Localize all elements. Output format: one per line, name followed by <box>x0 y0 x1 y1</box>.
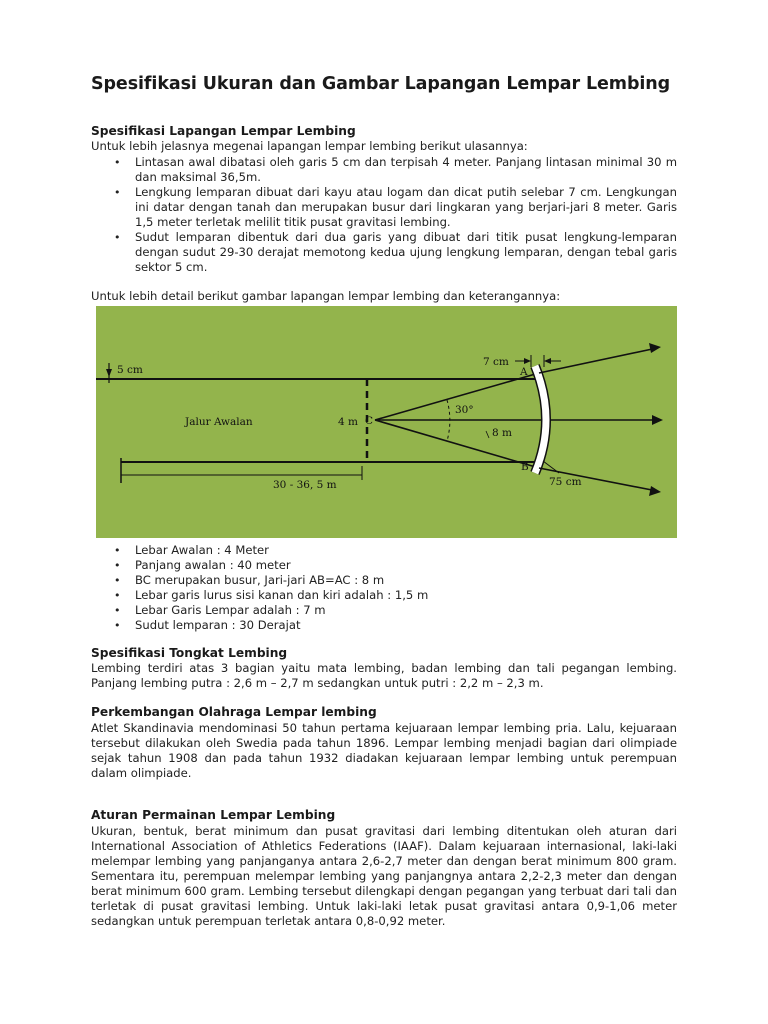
list-item: • Panjang awalan : 40 meter <box>91 558 677 573</box>
list-item: • Sudut lemparan dibentuk dari dua garis yang dibuat dari titik pusat lengkung-lemparan dengan sudut 29-30 derajat memotong kedua ujung lengkung lemparan, dengan tebal garis sektor 5 cm. <box>91 230 677 275</box>
label-C: C <box>365 415 374 427</box>
label-8m: 8 m <box>492 427 512 439</box>
field-spec-list <box>91 155 677 275</box>
diagram-intro: Untuk lebih detail berikut gambar lapangan lempar lembing dan keterangannya: <box>91 289 561 303</box>
label-A: A <box>520 366 528 378</box>
list-item: • Lintasan awal dibatasi oleh garis 5 cm dan terpisah 4 meter. Panjang lintasan minimal 30 m dan maksimal 36,5m. <box>91 155 677 185</box>
field-diagram-svg <box>91 303 682 543</box>
label-4m: 4 m <box>338 416 358 428</box>
label-5cm: 5 cm <box>117 364 143 376</box>
page-title: Spesifikasi Ukuran dan Gambar Lapangan Lempar Lembing <box>91 74 671 94</box>
list-item: • Sudut lemparan : 30 Derajat <box>91 618 677 633</box>
section-text-perkembangan: Atlet Skandinavia mendominasi 50 tahun pertama kejuaraan lempar lembing pria. Lalu, kejuaraan tersebut dilakukan oleh Swedia pada tahun 1896. Lempar lembing menjadi bagian dari olimpiade sejak tahun 1908 dan pada tahun 1932 diadakan kejuaraan lempar lembing untuk perempuan dalam olimpiade. <box>91 721 677 780</box>
section-heading-lapangan: Spesifikasi Lapangan Lempar Lembing <box>91 124 356 138</box>
list-item: • Lebar Awalan : 4 Meter <box>91 543 677 558</box>
section-heading-perkembangan: Perkembangan Olahraga Lempar lembing <box>91 705 377 719</box>
label-30deg: 30° <box>455 404 474 416</box>
section-text-tongkat: Lembing terdiri atas 3 bagian yaitu mata lembing, badan lembing dan tali pegangan lembing. Panjang lembing putra : 2,6 m – 2,7 m sedangkan untuk putri : 2,2 m – 2,3 m. <box>91 661 677 690</box>
label-75cm: 75 cm <box>549 476 582 488</box>
section-text-aturan: Ukuran, bentuk, berat minimum dan pusat gravitasi dari lembing ditentukan oleh aturan dari International Association of Athletics Federations (IAAF). Dalam kejuaraan internasional, laki-laki melempar lembing yang panjanganya antara 2,6-2,7 meter dan dengan berat minimum 800 gram. Sementara itu, perempuan melempar lembing yang panjangnya antara 2,2-2,3 meter dan dengan berat minimum 600 gram. Lembing tersebut dilengkapi dengan pegangan yang terbuat dari tali dan terletak di pusat gravitasi lembing. Untuk laki-laki letak pusat gravitasi antara 0,9-1,06 meter sedangkan untuk perempuan terletak antara 0,8-0,92 meter. <box>91 824 677 928</box>
list-item: • BC merupakan busur, Jari-jari AB=AC : 8 m <box>91 573 677 588</box>
section-heading-aturan: Aturan Permainan Lempar Lembing <box>91 808 336 822</box>
label-jalur-awalan: Jalur Awalan <box>185 416 253 428</box>
list-item: • Lebar Garis Lempar adalah : 7 m <box>91 603 677 618</box>
label-7cm: 7 cm <box>483 356 509 368</box>
list-item: • Lengkung lemparan dibuat dari kayu atau logam dan dicat putih selebar 7 cm. Lengkungan ini datar dengan tanah dan merupakan busur dari lingkaran yang berjari-jari 8 meter. Garis 1,5 meter terletak melilit titik pusat gravitasi lembing. <box>91 185 677 230</box>
field-background <box>96 306 677 538</box>
section-intro: Untuk lebih jelasnya megenai lapangan lempar lembing berikut ulasannya: <box>91 139 528 153</box>
field-diagram <box>91 303 682 543</box>
section-heading-tongkat: Spesifikasi Tongkat Lembing <box>91 646 288 660</box>
label-B: B <box>521 461 529 473</box>
label-length: 30 - 36, 5 m <box>273 479 337 491</box>
specs-list <box>91 543 677 633</box>
list-item: • Lebar garis lurus sisi kanan dan kiri adalah : 1,5 m <box>91 588 677 603</box>
